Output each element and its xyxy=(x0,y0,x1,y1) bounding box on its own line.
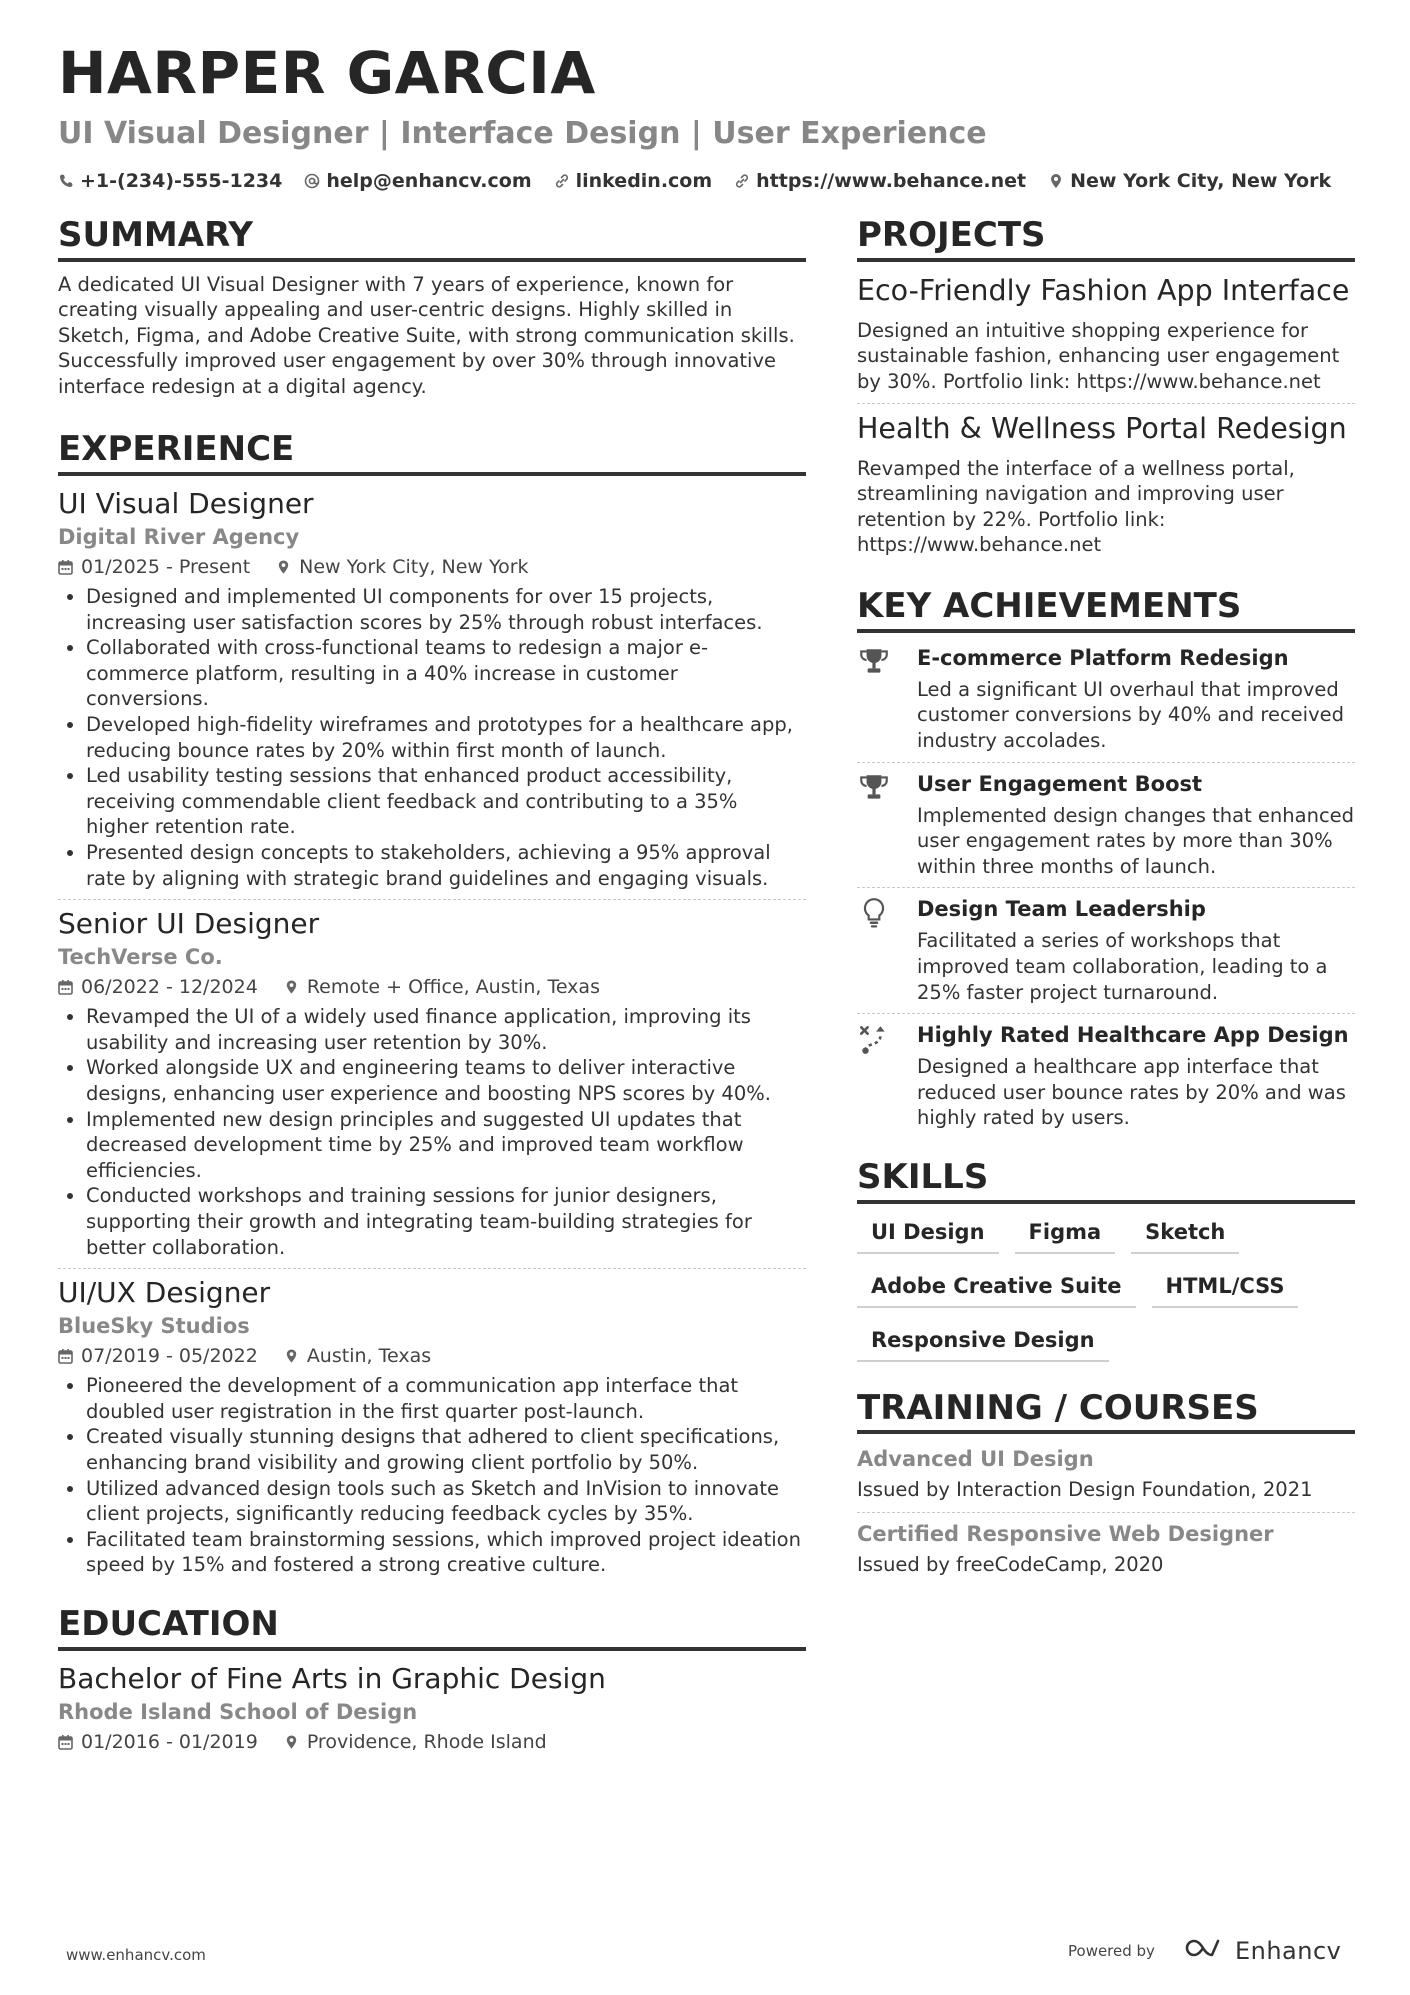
lightbulb-icon xyxy=(857,894,899,1005)
skills-section xyxy=(857,1157,1355,1362)
calendar-icon xyxy=(58,979,73,995)
contact-location xyxy=(1048,170,1331,192)
skill-tag: HTML/CSS xyxy=(1152,1268,1299,1308)
location-pin-icon xyxy=(284,979,299,995)
job-location xyxy=(284,972,600,1002)
job-meta xyxy=(58,1341,806,1371)
calendar-icon xyxy=(58,1734,73,1750)
job-bullet: • Pioneered the development of a communication app interface that doubled user registration in the first quarter post-launch. xyxy=(86,1373,806,1424)
job-location xyxy=(276,552,528,582)
project-description: Designed an intuitive shopping experience for sustainable fashion, enhancing user engagement by 30%. Portfolio link: https://www.behance.net xyxy=(857,318,1340,393)
course-entry xyxy=(857,1444,1355,1504)
at-icon xyxy=(304,173,320,189)
course-issuer: Issued by freeCodeCamp, 2020 xyxy=(857,1553,1164,1577)
project-entry xyxy=(857,272,1355,395)
project-title: Eco-Friendly Fashion App Interface xyxy=(857,273,1350,307)
contact-behance[interactable] xyxy=(734,170,1026,192)
job-title: UI/UX Designer xyxy=(58,1276,271,1310)
entry-divider xyxy=(857,403,1355,404)
job-dates xyxy=(58,552,250,582)
experience-entry xyxy=(58,486,806,891)
job-bullets xyxy=(58,1004,806,1260)
degree-title: Bachelor of Fine Arts in Graphic Design xyxy=(58,1661,606,1695)
skills-heading: SKILLS xyxy=(857,1157,1355,1204)
candidate-name: HARPER GARCIA xyxy=(58,39,596,107)
entry-divider xyxy=(58,899,806,900)
job-meta xyxy=(58,552,806,582)
education-location xyxy=(284,1727,547,1757)
calendar-icon xyxy=(58,559,73,575)
training-heading: TRAINING / COURSES xyxy=(857,1388,1355,1435)
job-bullet: • Developed high-fidelity wireframes and prototypes for a healthcare app, reducing bounce rates by 20% within first month of launch. xyxy=(86,712,806,763)
brand-logo[interactable] xyxy=(1183,1936,1341,1966)
achievement-title: User Engagement Boost xyxy=(917,771,1203,796)
achievement-description: Designed a healthcare app interface that reduced user bounce rates by 20% and was highly rated by users. xyxy=(917,1055,1346,1130)
education-location-text: Providence, Rhode Island xyxy=(306,1730,547,1753)
projects-section xyxy=(857,215,1355,558)
skills-list xyxy=(857,1214,1355,1362)
job-dates-text: 07/2019 - 05/2022 xyxy=(81,1345,258,1368)
enhancv-logo-icon xyxy=(1183,1936,1227,1966)
job-dates-text: 06/2022 - 12/2024 xyxy=(81,976,258,999)
skill-tag: Figma xyxy=(1015,1214,1116,1254)
footer-branding xyxy=(1068,1936,1341,1966)
link-icon xyxy=(554,173,570,189)
company-name: BlueSky Studios xyxy=(58,1314,250,1339)
education-heading: EDUCATION xyxy=(58,1604,806,1651)
training-section xyxy=(857,1388,1355,1580)
trophy-icon xyxy=(857,769,899,880)
calendar-icon xyxy=(58,1348,73,1364)
job-location xyxy=(284,1341,431,1371)
entry-divider xyxy=(857,762,1355,763)
brand-name: Enhancv xyxy=(1234,1937,1342,1965)
job-location-text: Austin, Texas xyxy=(306,1345,432,1368)
achievement-description: Led a significant UI overhaul that improved customer conversions by 40% and received industry accolades. xyxy=(917,677,1344,752)
candidate-headline: UI Visual Designer | Interface Design | User Experience xyxy=(58,116,987,151)
location-pin-icon xyxy=(1048,173,1064,189)
entry-divider xyxy=(58,1268,806,1269)
contact-linkedin-text: linkedin.com xyxy=(575,170,713,192)
route-icon xyxy=(857,1020,899,1131)
summary-heading: SUMMARY xyxy=(58,215,806,262)
link-icon xyxy=(734,173,750,189)
education-section xyxy=(58,1604,806,1757)
job-bullets xyxy=(58,584,806,891)
course-title: Certified Responsive Web Designer xyxy=(857,1522,1274,1547)
job-dates xyxy=(58,972,258,1002)
education-meta xyxy=(58,1727,806,1757)
experience-entry xyxy=(58,1275,806,1578)
job-meta xyxy=(58,972,806,1002)
company-name: TechVerse Co. xyxy=(58,945,223,970)
job-bullet: • Utilized advanced design tools such as Sketch and InVision to innovate client projects, significantly reducing feedback cycles by 35%. xyxy=(86,1476,806,1527)
job-bullet: • Designed and implemented UI components for over 15 projects, increasing user satisfaction scores by 25% through robust interfaces. xyxy=(86,584,806,635)
achievement-entry xyxy=(857,643,1355,754)
entry-divider xyxy=(857,1512,1355,1513)
contact-behance-text: https://www.behance.net xyxy=(756,170,1027,192)
job-bullet: • Conducted workshops and training sessions for junior designers, supporting their growth and integrating team-building strategies for better collaboration. xyxy=(86,1183,806,1260)
job-bullet: • Revamped the UI of a widely used finance application, improving its usability and increasing user retention by 30%. xyxy=(86,1004,806,1055)
job-title: UI Visual Designer xyxy=(58,487,314,521)
company-name: Digital River Agency xyxy=(58,525,300,550)
job-dates-text: 01/2025 - Present xyxy=(81,556,251,579)
experience-entry xyxy=(58,906,806,1260)
skill-tag: Responsive Design xyxy=(857,1322,1109,1362)
course-title: Advanced UI Design xyxy=(857,1447,1094,1472)
achievement-entry xyxy=(857,894,1355,1005)
job-title: Senior UI Designer xyxy=(58,907,320,941)
school-name: Rhode Island School of Design xyxy=(58,1699,418,1724)
achievement-entry xyxy=(857,769,1355,880)
skill-tag: UI Design xyxy=(857,1214,999,1254)
trophy-icon xyxy=(857,643,899,754)
contact-linkedin[interactable] xyxy=(554,170,713,192)
location-pin-icon xyxy=(276,559,291,575)
right-column xyxy=(857,215,1355,1579)
job-bullets xyxy=(58,1373,806,1578)
achievements-section xyxy=(857,586,1355,1131)
course-issuer: Issued by Interaction Design Foundation, 2021 xyxy=(857,1478,1313,1502)
education-dates xyxy=(58,1727,258,1757)
skill-tag: Sketch xyxy=(1131,1214,1239,1254)
education-dates-text: 01/2016 - 01/2019 xyxy=(81,1730,258,1753)
job-bullet: • Implemented new design principles and suggested UI updates that decreased development time by 25% and improved team workflow efficiencies. xyxy=(86,1107,806,1184)
achievement-entry xyxy=(857,1020,1355,1131)
contact-email[interactable] xyxy=(304,170,531,192)
phone-icon xyxy=(58,173,74,189)
contact-phone[interactable] xyxy=(58,170,282,192)
summary-section xyxy=(58,215,806,399)
location-pin-icon xyxy=(284,1348,299,1364)
achievement-description: Implemented design changes that enhanced user engagement rates by more than 30% within three months of launch. xyxy=(917,803,1355,878)
project-title: Health & Wellness Portal Redesign xyxy=(857,411,1347,445)
project-entry xyxy=(857,410,1355,558)
course-entry xyxy=(857,1519,1355,1579)
job-location-text: New York City, New York xyxy=(299,556,529,579)
experience-heading: EXPERIENCE xyxy=(58,429,806,476)
contact-bar xyxy=(58,170,1358,192)
job-bullet: • Presented design concepts to stakeholders, achieving a 95% approval rate by aligning with strategic brand guidelines and engaging visuals. xyxy=(86,840,806,891)
job-dates xyxy=(58,1341,258,1371)
job-bullet: • Worked alongside UX and engineering teams to deliver interactive designs, enhancing user experience and boosting NPS scores by 40%. xyxy=(86,1055,806,1106)
powered-by-label: Powered by xyxy=(1068,1942,1155,1960)
job-bullet: • Collaborated with cross-functional teams to redesign a major e-commerce platform, resulting in a 40% increase in customer conversions. xyxy=(86,635,806,712)
contact-location-text: New York City, New York xyxy=(1070,170,1332,192)
skill-tag: Adobe Creative Suite xyxy=(857,1268,1136,1308)
contact-phone-text: +1-(234)-555-1234 xyxy=(80,170,283,192)
entry-divider xyxy=(857,887,1355,888)
left-column xyxy=(58,215,806,1757)
job-bullet: • Facilitated team brainstorming sessions, which improved project ideation speed by 15% and fostered a strong creative culture. xyxy=(86,1527,806,1578)
achievement-title: E-commerce Platform Redesign xyxy=(917,645,1289,670)
summary-text: A dedicated UI Visual Designer with 7 years of experience, known for creating visually appealing and user-centric designs. Highly skilled in Sketch, Figma, and Adobe Creative Suite, with strong communication skills. Successfully improved user engagement by over 30% through innovative interface redesign at a digital agency. xyxy=(58,272,795,398)
job-location-text: Remote + Office, Austin, Texas xyxy=(306,976,600,999)
achievements-heading: KEY ACHIEVEMENTS xyxy=(857,586,1355,633)
job-bullet: • Created visually stunning designs that adhered to client specifications, enhancing brand visibility and growing client portfolio by 50%. xyxy=(86,1424,806,1475)
contact-email-text: help@enhancv.com xyxy=(326,170,532,192)
footer-website[interactable]: www.enhancv.com xyxy=(66,1946,206,1964)
location-pin-icon xyxy=(284,1734,299,1750)
achievement-title: Highly Rated Healthcare App Design xyxy=(917,1023,1349,1048)
project-description: Revamped the interface of a wellness portal, streamlining navigation and improving user retention by 22%. Portfolio link: https://www.behance.net xyxy=(857,456,1295,557)
achievement-title: Design Team Leadership xyxy=(917,897,1206,922)
experience-section xyxy=(58,429,806,1578)
entry-divider xyxy=(857,1013,1355,1014)
achievement-description: Facilitated a series of workshops that improved team collaboration, leading to a 25% faster project turnaround. xyxy=(917,929,1328,1004)
job-bullet: • Led usability testing sessions that enhanced product accessibility, receiving commendable client feedback and contributing to a 35% higher retention rate. xyxy=(86,763,806,840)
projects-heading: PROJECTS xyxy=(857,215,1355,262)
